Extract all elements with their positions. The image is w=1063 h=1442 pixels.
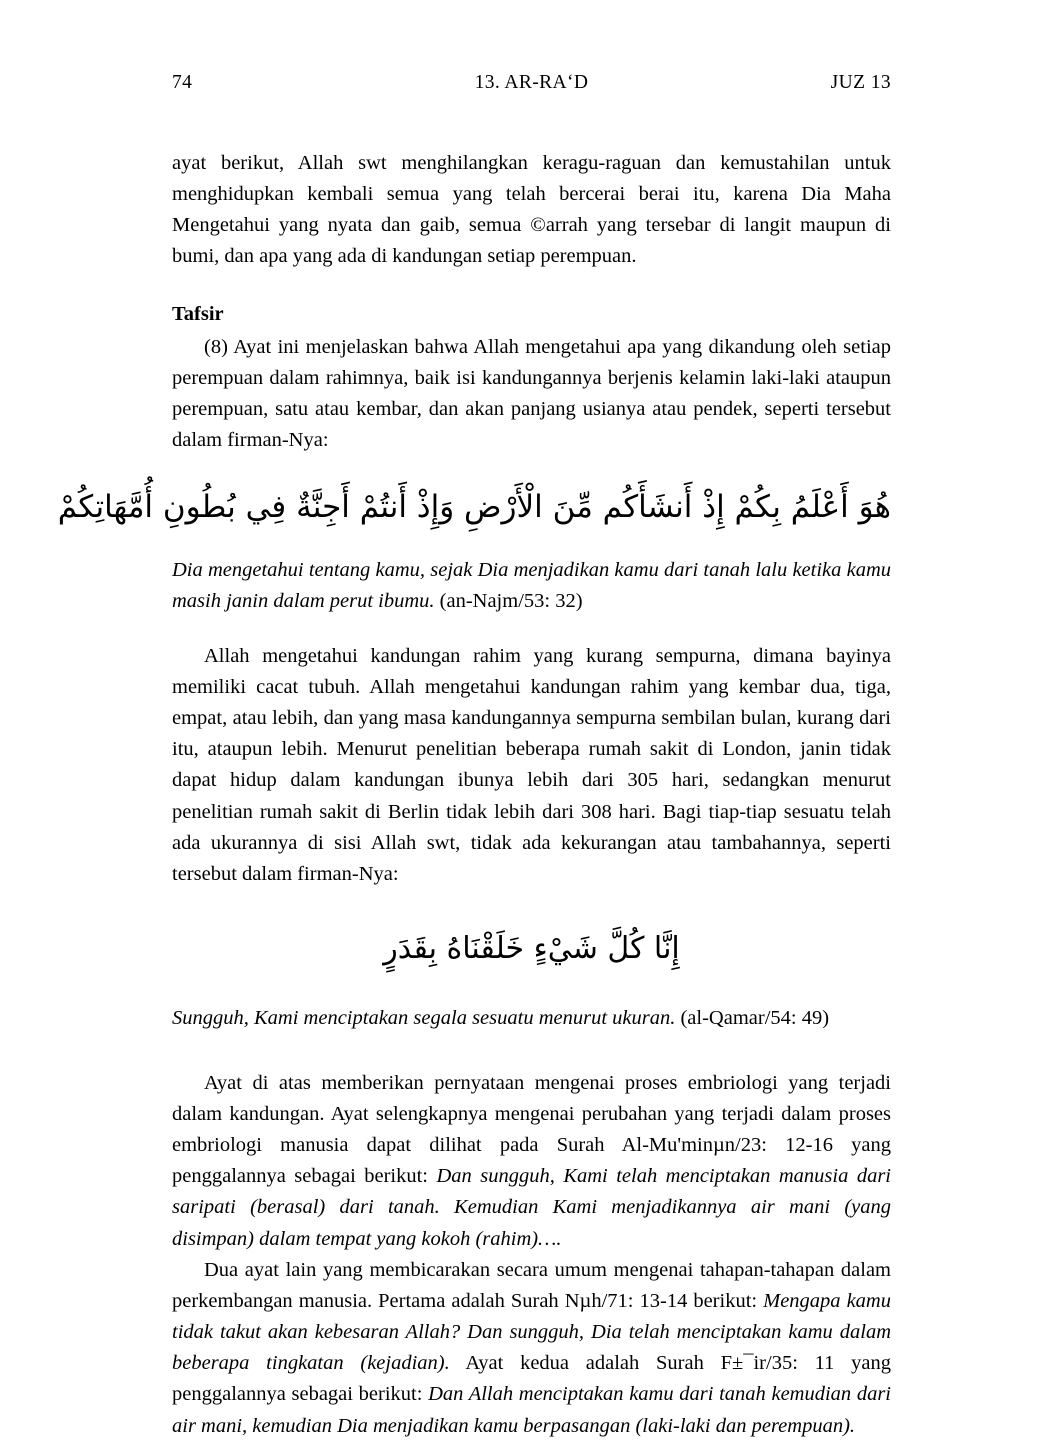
- intro-paragraph: ayat berikut, Allah swt menghilangkan keragu-raguan dan kemustahilan untuk menghidupkan kembali semua yang telah bercerai berai itu, karena Dia Maha Mengetahui yang nyata dan gaib, semua ©arrah yang tersebar di langit maupun di bumi, dan apa yang ada di kandungan setiap perempuan.: [172, 152, 891, 268]
- page-body: [57, 148, 892, 1442]
- paragraph-4-plain-b: Ayat kedua adalah Surah F±¯ir/35: 11 yang penggalannya sebagai berikut:: [172, 1352, 891, 1406]
- translation-1-text: Dia mengetahui tentang kamu, sejak Dia menjadikan kamu dari tanah lalu ketika kamu masih janin dalam perut ibumu.: [172, 559, 891, 613]
- translation-2: [172, 1003, 891, 1034]
- page-number: 74: [172, 72, 193, 93]
- paragraph-4-italic-b: Dan Allah menciptakan kamu dari tanah kemudian dari air mani, kemudian Dia menjadikan kamu berpasangan (laki-laki dan perempuan).: [172, 1383, 892, 1437]
- paragraph-4: [172, 1255, 891, 1442]
- juz-label: JUZ 13: [830, 72, 891, 93]
- page-header: [172, 72, 891, 96]
- paragraph-4-italic-a: Mengapa kamu tidak takut akan kebesaran Allah? Dan sungguh, Dia telah menciptakan kamu dalam beberapa tingkatan (kejadian).: [172, 1289, 891, 1375]
- spacer: [172, 621, 891, 641]
- paragraph-3-italic-a: Dan sungguh, Kami telah menciptakan manusia dari saripati (berasal) dari tanah. Kemudian Kami menjadikannya air mani (yang disimpan) dalam tempat yang kokoh (rahim)….: [172, 1165, 892, 1250]
- translation-1: [172, 555, 891, 617]
- paragraph-3: [172, 1068, 891, 1255]
- surah-title: 13. AR-RA‘D: [474, 72, 589, 93]
- tafsir-paragraph-1: (8) Ayat ini menjelaskan bahwa Allah mengetahui apa yang dikandung oleh setiap perempuan dalam rahimnya, baik isi kandungannya berjenis kelamin laki-laki ataupun perempuan, satu atau kembar, dan akan panjang usianya atau pendek, seperti tersebut dalam firman-Nya:: [172, 335, 891, 452]
- paragraph-3-plain-a: Ayat di atas memberikan pernyataan mengenai proses embriologi yang terjadi dalam kandungan. Ayat selengkapnya mengenai perubahan yang terjadi dalam proses embriologi manusia dapat dilihat pada Surah Al-Mu'minµn/23: 12-16 yang penggalannya sebagai berikut:: [172, 1071, 891, 1188]
- paragraph-4-plain-a: Dua ayat lain yang membicarakan secara umum mengenai tahapan-tahapan dalam perkembangan manusia. Pertama adalah Surah Nµh/71: 13-14 berikut:: [172, 1258, 891, 1312]
- translation-2-text: Sungguh, Kami menciptakan segala sesuatu menurut ukuran.: [172, 1007, 676, 1030]
- arabic-verse-2: إِنَّا كُلَّ شَيْءٍ خَلَقْنَاهُ بِقَدَرٍ: [383, 931, 680, 967]
- spacer: [172, 1038, 891, 1068]
- tafsir-heading: Tafsir: [172, 302, 224, 325]
- translation-2-ref: (al-Qamar/54: 49): [680, 1007, 830, 1030]
- paragraph-2: Allah mengetahui kandungan rahim yang kurang sempurna, dimana bayinya memiliki cacat tubuh. Allah mengetahui kandungan rahim yang kembar dua, tiga, empat, atau lebih, dan yang masa kandungannya sempurna sembilan bulan, kurang dari itu, ataupun lebih. Menurut penelitian beberapa rumah sakit di London, janin tidak dapat hidup dalam kandungan ibunya lebih dari 305 hari, sedangkan menurut penelitian rumah sakit di Berlin tidak lebih dari 308 hari. Bagi tiap-tiap sesuatu telah ada ukurannya di sisi Allah swt, tidak ada kekurangan atau tambahannya, seperti tersebut dalam firman-Nya:: [172, 644, 891, 885]
- translation-1-ref: (an-Najm/53: 32): [439, 590, 583, 613]
- arabic-verse-1: هُوَ أَعْلَمُ بِكُمْ إِذْ أَنشَأَكُم مِّنَ الْأَرْضِ وَإِذْ أَنتُمْ أَجِنَّةٌ فِي بُطُونِ أُمَّهَاتِكُمْ: [57, 489, 891, 526]
